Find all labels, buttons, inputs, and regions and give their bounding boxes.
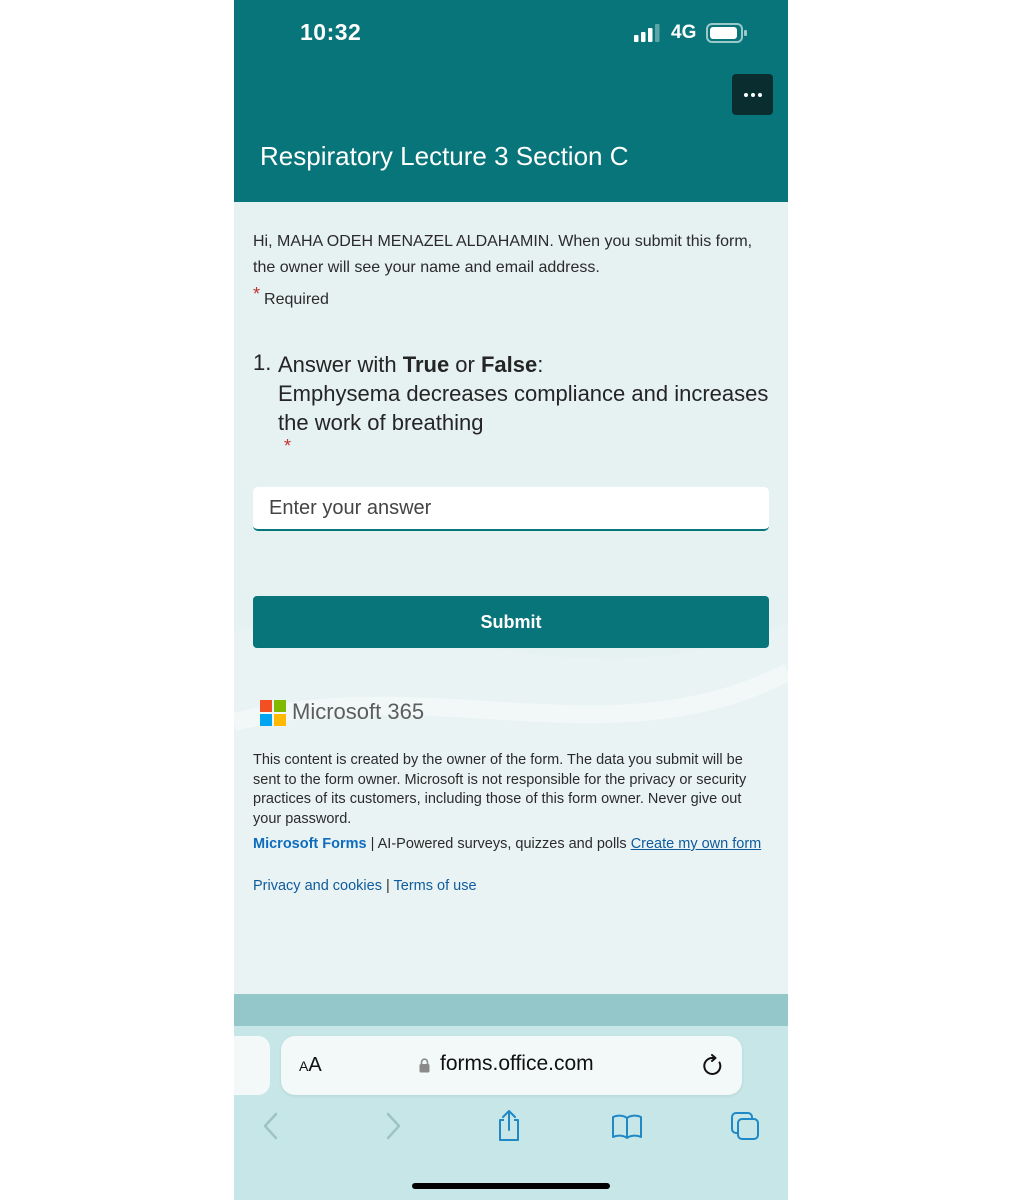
bookmarks-icon[interactable] (611, 1110, 643, 1142)
text-size-button[interactable]: AA (299, 1054, 322, 1076)
status-time: 10:32 (300, 19, 362, 45)
previous-tab-preview[interactable] (234, 1036, 270, 1095)
home-indicator[interactable] (412, 1183, 610, 1189)
required-label: Required (264, 291, 329, 308)
question-required-star: * (284, 436, 292, 456)
required-note (253, 284, 329, 309)
or-word: or (449, 352, 481, 377)
form-body (234, 202, 788, 994)
battery-icon (706, 22, 748, 44)
question-text (278, 350, 778, 437)
question-colon: : (537, 352, 544, 377)
reload-icon[interactable] (701, 1054, 725, 1078)
privacy-link[interactable]: Privacy and cookies (253, 878, 382, 894)
tabs-icon[interactable] (729, 1110, 761, 1142)
back-icon[interactable] (256, 1110, 288, 1142)
more-options-button[interactable] (732, 74, 773, 115)
signal-icon (634, 24, 662, 42)
legal-separator: | (381, 878, 394, 894)
network-label: 4G (671, 22, 697, 43)
browser-toolbar (234, 1026, 788, 1200)
identity-notice: Hi, MAHA ODEH MENAZEL ALDAHAMIN. When you submit this form, the owner will see your name and email address. (253, 233, 753, 276)
question-body: Emphysema decreases compliance and increases the work of breathing (278, 381, 769, 435)
terms-link[interactable]: Terms of use (393, 878, 477, 894)
form-title: Respiratory Lecture 3 Section C (260, 141, 629, 171)
disclaimer-text: This content is created by the owner of the form. The data you submit will be sent to the form owner. Microsoft is not responsible for the privacy or security practices of its customers, including those of this form owner. Never give out your password. (253, 752, 747, 827)
toolbar-band (234, 994, 788, 1026)
microsoft-365-label: Microsoft 365 (292, 699, 425, 724)
question-prefix: Answer with (278, 352, 403, 377)
legal-links (253, 878, 477, 894)
create-form-link[interactable]: Create my own form (630, 836, 762, 852)
submit-button[interactable]: Submit (253, 596, 769, 648)
required-star: * (253, 284, 261, 304)
forms-promo (253, 834, 773, 854)
address-bar[interactable] (281, 1036, 742, 1095)
more-icon (744, 93, 748, 97)
forward-icon[interactable] (376, 1110, 408, 1142)
false-keyword: False (480, 352, 538, 377)
microsoft-logo-icon (260, 700, 286, 726)
forms-tagline: | AI-Powered surveys, quizzes and polls (366, 836, 631, 852)
form-header (234, 0, 788, 202)
lock-icon (419, 1058, 430, 1073)
url-text: forms.office.com (440, 1052, 594, 1075)
question-number: 1. (253, 350, 272, 375)
true-keyword: True (402, 352, 450, 377)
answer-input[interactable] (253, 487, 769, 531)
share-icon[interactable] (493, 1110, 525, 1142)
microsoft-forms-link[interactable]: Microsoft Forms (253, 836, 367, 852)
phone-screen (234, 0, 788, 1200)
